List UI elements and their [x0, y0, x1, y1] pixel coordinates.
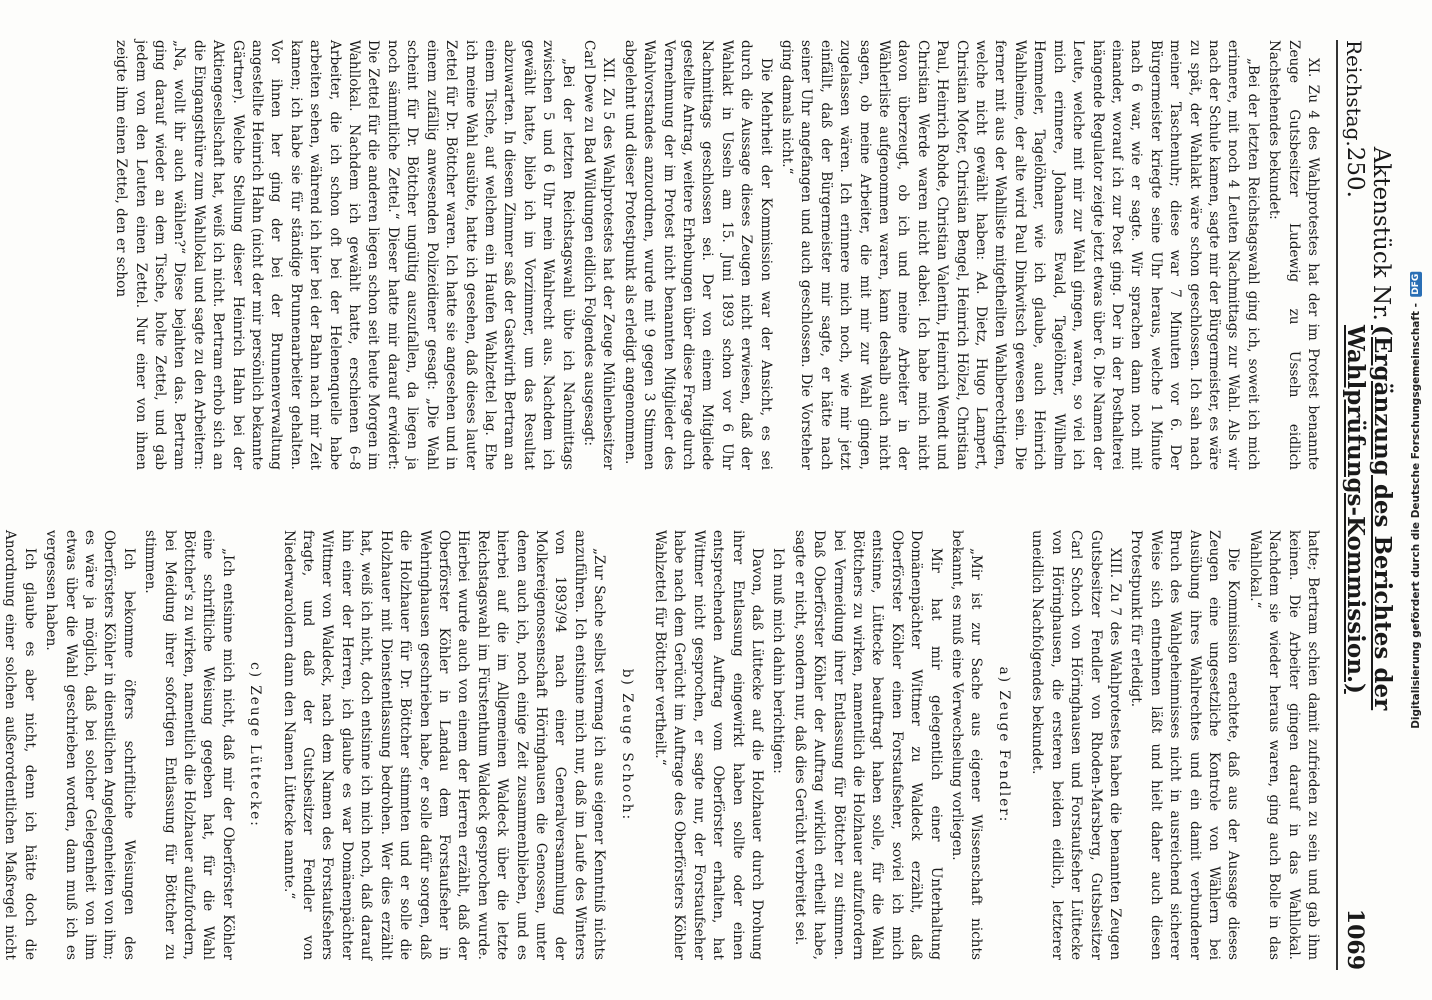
credit-text: Digitalisierung gefördert durch die Deutsche Forschungsgemeinschaft - [1410, 302, 1422, 729]
paragraph: XII. Zu 5 des Wahlprotestes hat der Zeuge Mühlenbesitzer Carl Dewe zu Bad Wildungen eidlich Folgendes ausgesagt: [580, 40, 617, 470]
paragraph: Ich muß mich dahin berichtigen: [770, 548, 787, 774]
paragraph: „Mir ist zur Sache aus eigener Wissenschaft nichts bekannt, es muß eine Verwechselung vorliegen. [949, 530, 985, 960]
paragraph: XI. Zu 4 des Wahlprotestes hat der im Protest benannte Zeuge Gutsbesitzer Ludewig zu Usseln eidlich Nachstehendes bekundet: [1266, 40, 1321, 470]
paragraph: Ich bekomme öfters schriftliche Weisungen des Oberförsters Köhler in dienstlichen Angelegenheiten von ihm; es wäre ja möglich, daß bei solcher Gelegenheit von ihm etwas über die Wahl geschrieben worden, dann muß ich es vergessen haben. [43, 530, 137, 960]
paragraph: hatte; Bertram schien damit zufrieden zu sein und gab ihm keinen. Die Arbeiter gingen darauf in das Wahllokal. Nachdem sie wieder heraus waren, ging auch Bolle in das Wahllokal.“ [1246, 530, 1321, 960]
page-header [1336, 40, 1396, 970]
paragraph: Ich glaube es aber nicht, denn ich hätte doch die Anordnung einer solchen außerordentlichen Maßregel nicht [2, 530, 38, 960]
subheading: c) Zeuge Lüttecke: [247, 662, 264, 828]
paragraph: Die Mehrheit der Kommission war der Ansicht, es sei durch die Aussage dieses Zeugen nicht erwiesen, daß der Wahlakt in Usseln am 15. Juni 1893 schon vor 6 Uhr Nachmittags geschlossen sei. Der von einem Mitgliede gestellte Antrag, weitere Erhebungen über diese Frage durch Vernehmung der im Protest nicht benannten Mitglieder des Wahlvorstandes anzuordnen, wurde mit 9 gegen 3 Stimmen abgelehnt und dieser Protestpunkt als erledigt angenommen. [621, 40, 774, 470]
paragraph: Mir hat mir gelegentlich einer Unterhaltung Domänenpächter Wittmer zu Waldeck erzählt, daß Oberförster Köhler einen Forstaufseher, soviel ich mich entsinne, Lüttecke beauftragt haben solle, für die Wahl Böttchers zu wirken, namentlich die Holzhauer aufzufordern bei Vermeidung ihrer Entlassung für Böttcher zu stimmen. Daß Oberförster Köhler der Auftrag wirklich ertheilt habe, sagte er nicht, sondern nur, daß dies Gerücht verbreitet sei. [791, 530, 944, 960]
paragraph: Die Kommission erachtete, daß aus der Aussage dieses Zeugen eine ungesetzliche Kontrole von Wählern bei Ausübung ihres Wahlrechtes und ein damit verbundener Bruch des Wahlgeheimnisses nicht in ausreichend sicherer Weise sich entnehmen läßt und hielt daher auch diesen Protestpunkt für erledigt. [1128, 530, 1242, 960]
header-title: (Ergänzung des Berichtes der Wahlprüfungs-Kommission.) [1342, 324, 1396, 711]
digitization-credit [1410, 272, 1422, 729]
left-column [82, 40, 1322, 470]
page-number: 1069 [1342, 908, 1368, 970]
digitization-sidebar [1403, 0, 1429, 1000]
paragraph: „Zur Sache selbst vermag ich aus eigener Kenntniß nichts anzuführen. Ich entsinne mich nur, daß im Laufe des Winters von 1893/94 nach einer Generalversammlung der Molkereigenossenschaft Höringhausen die Genossen, unter denen auch ich, noch einige Zeit zusammenblieben, und es hierbei auf die im Allgemeinen Waldeck über die letzte Reichstagswahl im Fürstenthum Waldeck gesprochen wurde. Hierbei wurde auch von einem der Herren erzählt, daß der Oberförster Köhler in Landau dem Forstaufseher in Wehringhausen geschrieben habe, er solle dafür sorgen, daß die Holzhauer für Dr. Böttcher stimmten und er solle die Holzhauer mit Dienstentlassung bedrohen. Wer dies erzählt hat, weiß ich nicht, doch entsinne ich mich noch, daß darauf hin einer der Herren, ich glaube es war Domänenpächter Wittmer von Waldeck, nach dem Namen des Forstaufsehers fragte, und daß der Gutsbesitzer Fendler von Niederwaroldern dann den Namen Lüttecke nannte.“ [280, 530, 608, 960]
header-piece: Aktenstück Nr. 250. [1342, 146, 1394, 321]
paragraph: „Bei der letzten Reichstagswahl übte ich Nachmittags zwischen 5 und 6 Uhr mein Wahlrecht aus. Nachdem ich gewählt hatte, blieb ich im Vorzimmer, um das Resultat abzuwarten. In diesem Zimmer saß der Gastwirth Bertram an einem Tische, auf welchem ein Haufen Wahlzettel lag. Ehe ich meine Wahl ausübte, hatte ich gesehen, daß dieses lauter Zettel für Dr. Böttcher waren. Ich hatte sie angesehen und in einem zufällig anwesenden Polizeidiener gesagt: „Die Wahl scheint für Dr. Böttcher ungültig auszufallen, da liegen ja noch sämmtliche Zettel.“ Dieser hatte mir darauf erwidert: Die Zettel für die anderen liegen schon seit heute Morgen im Wahllokal. Nachdem ich gewählt hatte, erschienen 6–8 Arbeiter, die ich schon oft bei der Helenenquelle habe arbeiten sehen, während ich hier bei der Bahn nach mir Zeit kamen; ich habe sie für ständige Brunnenarbeiter gehalten. Vor ihnen her ging der bei der Brunnenverwaltung angestellte Heinrich Hahn (nicht der mir persönlich bekannte Gärtner). Welche Stellung dieser Heinrich Hahn bei der Aktiengesellschaft hat, weiß ich nicht. Bertram erhob sich an die Eingangsthüre zum Wahllokal und sagte zu den Arbeitern: „Na, wollt ihr auch wählen?“ Diese bejahten das. Bertram ging darauf wieder an dem Tische, holte Zettel, und gab jedem von den Leuten einen Zettel. Nur einer von ihnen zeigte ihm einen Zettel, den er schon [113, 40, 576, 470]
dfg-logo: DFG [1411, 273, 1421, 295]
subheading: a) Zeuge Fendler: [995, 666, 1012, 824]
paragraph: „Ich entsinne mich nicht, daß mir der Oberförster Köhler eine schriftliche Weisung gegeben hat, für die Wahl Böttcher's zu wirken, namentlich die Holzhauer aufzufordern, bei Meidung ihrer sofortigen Entlassung für Böttcher zu stimmen. [142, 530, 236, 960]
subheading: b) Zeuge Schoch: [618, 668, 635, 822]
paragraph: Davon, daß Lüttecke auf die Holzhauer durch Drohung ihrer Entlassung eingewirkt haben sollte oder einen entsprechenden Auftrag vom Oberförster erhalten, hat Wittmer nicht gesprochen, er sagte nur, der Forstaufseher habe nach dem Gerücht im Auftrage des Oberförsters Köhler Wahlzettel für Böttcher vertheilt.“ [652, 530, 766, 960]
right-column [2, 530, 1322, 960]
paragraph: „Bei der letzten Reichstagswahl ging ich, soweit ich mich erinnere, mit noch 4 Leuten Nachmittags zur Wahl. Als wir nach der Schule kamen, sagte mir der Bürgermeister, es wäre zu spät, der Wahlakt wäre schon geschlossen. Ich sah nach meiner Taschenuhr; diese war 7 Minuten vor 6. Der Bürgermeister kriegte seine Uhr heraus, welche 1 Minute nach 6 war, wie er sagte. Wir sprachen dann noch mit einander, worauf ich zur Post ging. Der in der Posthalterei hängende Regulator zeigte jetzt etwas über 6. Die Namen der Leute, welche mit mir zur Wahl gingen, waren, so viel ich mich erinnere, Johannes Ewald, Tagelöhner, Wilhelm Hemmeler, Tagelöhner, wie ich glaube, auch Heinrich Wahlheime, der alte wird Paul Dinkwitsch gewesen sein. Die ferner mit aus der Wahlliste mitgetheilten Wahlberechtigten, welche nicht gewählt haben: Ad. Dietz, Hugo Lampert, Christian Moter, Christian Bengel, Heinrich Hölzel, Christian Paul, Heinrich Rohde, Christian Valentin, Heinrich Wendt und Christian Werde waren nicht dabei. Ich habe mich nicht davon überzeugt, ob ich und meine Arbeiter in der Wählerliste aufgenommen waren, kann deshalb auch nicht sagen, ob meine Arbeiter, die mit mir zur Wahl gingen, zugelassen wären. Ich erinnere mich noch, wie mir jetzt einfällt, daß der Bürgermeister mir sagte, er hätte nach seiner Uhr angefangen und auch geschlossen. Die Vorsteher ging damals nicht.“ [779, 40, 1261, 470]
paragraph: XIII. Zu 7 des Wahlprotestes haben die benannten Zeugen Gutsbesitzer Fendler von Rhoden-Marsberg, Gutsbesitzer Carl Schoch von Höringhausen und Forstaufseher Lüttecke von Höringhausen, die ersteren beiden eidlich, letzterer uneidlich Nachfolgendes bekundet. [1029, 530, 1123, 960]
header-left: Reichstag. [1342, 40, 1366, 147]
